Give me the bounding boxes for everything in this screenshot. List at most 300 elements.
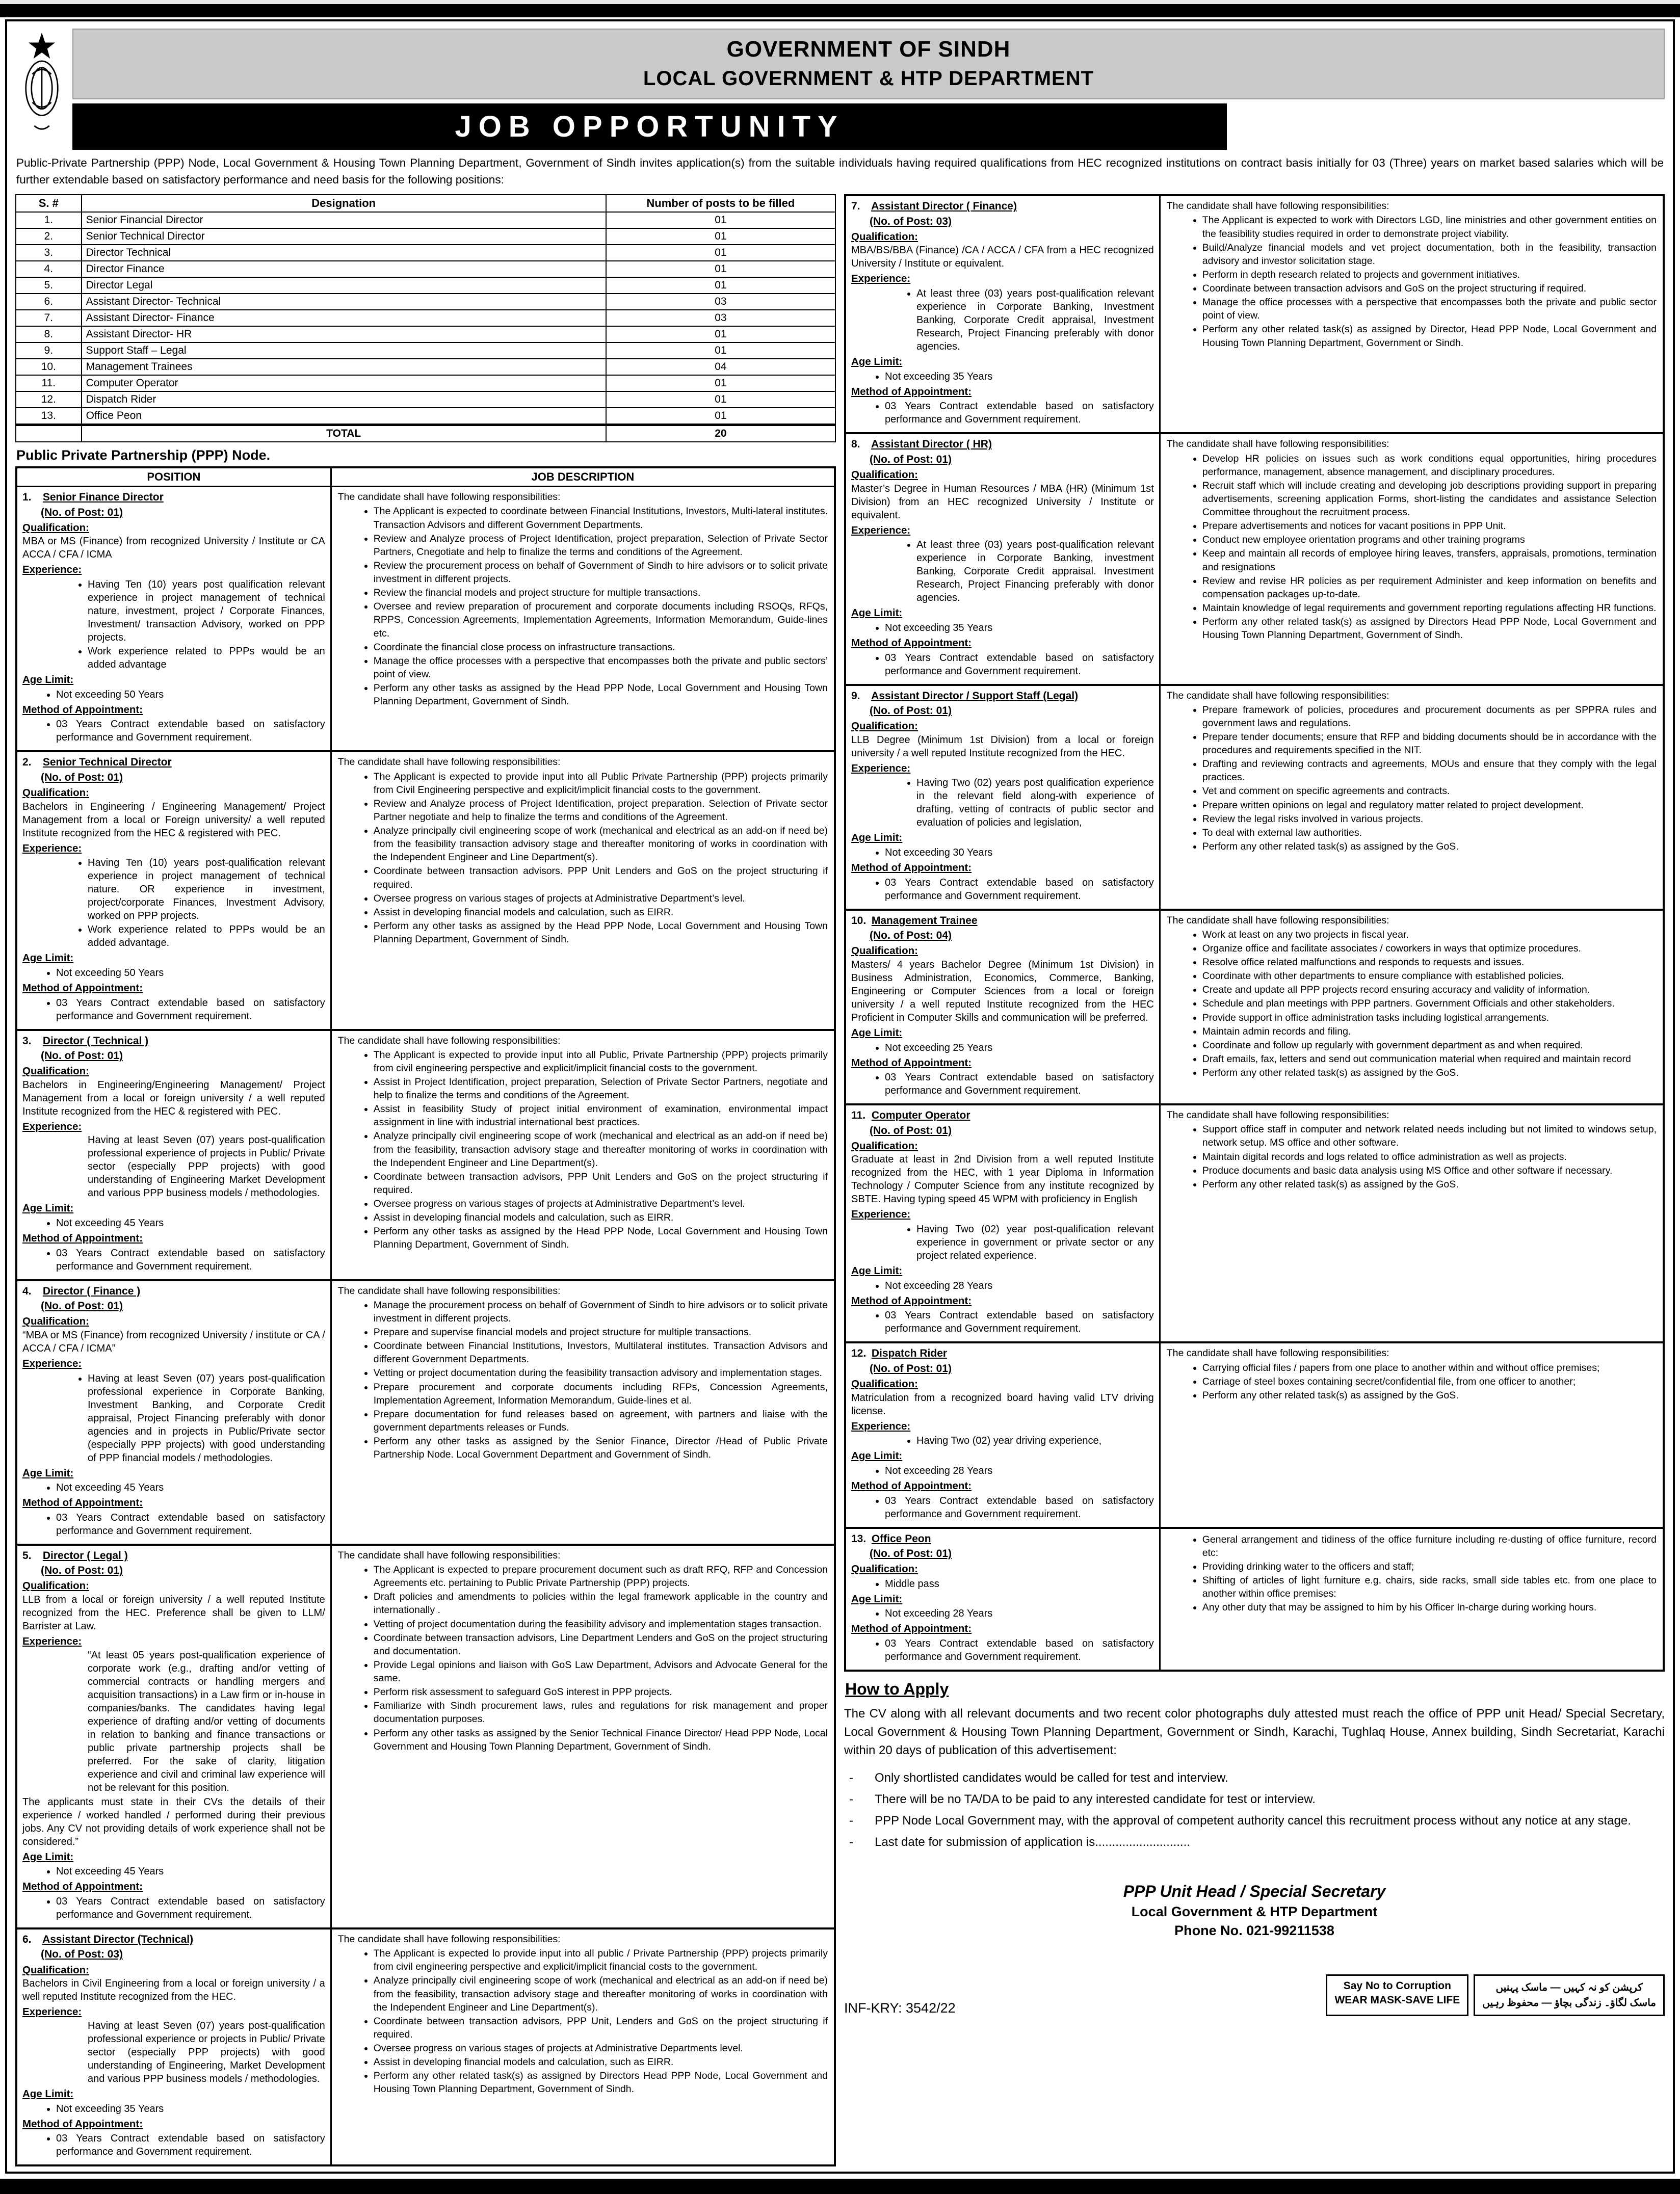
age-limit-heading: Age Limit: (851, 356, 903, 368)
duties-list-item: • Schedule and plan meetings with PPP partners. Government Officials and other stakeholders. (1202, 997, 1657, 1010)
duties-list-item: • Coordinate the financial close process on infrastructure transactions. (374, 641, 828, 654)
qualification-heading: Qualification: (22, 787, 89, 799)
duties-list-item: • Perform in depth research related to projects and government initiatives. (1202, 268, 1657, 281)
qualification-text: Master’s Degree in Human Resources / MBA (HR) (Minimum 1st Division) from an HEC recognized University / Institute or equivalent. (851, 483, 1154, 521)
duties-list-item: • Perform any other related task(s) as assigned by the GoS. (1202, 1066, 1657, 1079)
duties-list-item: • Prepare advertisements and notices for vacant positions in PPP Unit. (1202, 519, 1657, 533)
jd-cell (332, 752, 834, 1028)
experience-heading: Experience: (22, 564, 82, 576)
summary-designation: Director Technical (82, 245, 606, 261)
position-posts: (No. of Post: 01) (41, 1300, 123, 1312)
position-posts: (No. of Post: 01) (870, 1362, 952, 1374)
experience-text: Having at least Seven (07) years post-qualification professional experience or projects in Public/ Private sector (especially PPP projects) with good understanding of Engineering, Market Development and various PPP business models / methodologies. (88, 2020, 325, 2084)
summary-posts: 01 (606, 245, 835, 261)
duties-list-item: • Perform any other related task(s) as assigned by the GoS. (1202, 840, 1657, 853)
experience-list (22, 578, 325, 671)
jd-intro: The candidate shall have following responsibilities: (337, 1035, 561, 1046)
qualification-heading: Qualification: (851, 945, 918, 957)
method-heading: Method of Appointment: (851, 862, 972, 874)
how-to-apply-point: - Only shortlisted candidates would be called for test and interview. (875, 1769, 1665, 1787)
summary-posts: 01 (606, 277, 835, 294)
how-to-apply-point: - PPP Node Local Government may, with the approval of competent authority cancel this recruitment process without any notice at any stage. (875, 1812, 1665, 1830)
method-list (851, 651, 1154, 678)
how-to-apply-point: - Last date for submission of application is............................ (875, 1833, 1665, 1852)
duties-list-item: • Maintain digital records and logs related to office administration as well as projects. (1202, 1150, 1657, 1164)
method-list (851, 1637, 1154, 1663)
duties-list (1167, 452, 1657, 642)
duties-list-item: • Prepare documentation for fund releases based on agreement, with partners and liaise with the government departments releases or Funds. (374, 1408, 828, 1434)
position-row (846, 1341, 1663, 1526)
method-list-item: • 03 Years Contract extendable based on satisfactory performance and Government requirement. (56, 2132, 325, 2158)
summary-posts: 01 (606, 261, 835, 277)
duties-list-item: • Assist in developing financial models and calculation, such as EIRR. (374, 1211, 828, 1224)
age-limit-list-item: • Not exceeding 25 Years (885, 1041, 1154, 1054)
method-heading: Method of Appointment: (851, 385, 972, 398)
jd-cell (1161, 1529, 1663, 1670)
summary-row (16, 261, 835, 277)
position-posts: (No. of Post: 01) (870, 453, 952, 465)
duties-list-item: • Prepare procurement and corporate documents including RFPs, Concession Agreements, Implementation Agreement, Information Memorandum, Guide-lines et al. (374, 1381, 828, 1407)
duties-list-item: • Perform risk assessment to safeguard GoS interest in PPP projects. (374, 1685, 828, 1699)
position-title-text: Assistant Director / Support Staff (Legal) (871, 690, 1079, 702)
experience-list (851, 1223, 1154, 1262)
jd-cell (1161, 196, 1663, 432)
duties-list (338, 505, 828, 708)
jd-intro: The candidate shall have following responsibilities: (337, 491, 561, 503)
content-columns (15, 194, 1665, 2166)
position-posts: (No. of Post: 03) (870, 215, 952, 227)
summary-sno: 7. (16, 310, 82, 326)
position-row (17, 1544, 834, 1927)
qualification-text: MBA or MS (Finance) from recognized University / Institute or CA ACCA / CFA / ICMA (22, 536, 325, 561)
section-title: Public Private Partnership (PPP) Node. (16, 447, 271, 463)
duties-list-item: • Review the legal risks involved in various projects. (1202, 812, 1657, 826)
summary-row (16, 294, 835, 310)
duties-list-item: • Assist in feasibility Study of project initial environment of examination, environmental impact assignment in line with industrial international best practices. (374, 1102, 828, 1129)
summary-row (16, 310, 835, 326)
qualification-list (851, 1577, 1154, 1591)
duties-list-item: • Perform any other tasks as assigned by the Senior Finance, Director /Head of Public Private Partnership Node. Local Government Department and Government of Sindh. (374, 1435, 828, 1461)
position-cell (846, 686, 1161, 909)
duties-list-item: • Resolve office related malfunctions and responds to requests and issues. (1202, 956, 1657, 969)
duties-list-item: • Vetting of project documentation during the feasibility advisory and implementation stages transaction. (374, 1618, 828, 1631)
duties-list (1167, 1123, 1657, 1191)
position-row (846, 196, 1663, 432)
qualification-text: Bachelors in Engineering/Engineering Management/ Project Management from a local or foreign university / a well reputed Institute recognized from the HEC & registered with PEC. (22, 1079, 325, 1117)
position-number: 6. (22, 1934, 32, 1946)
summary-sno: 2. (16, 228, 82, 245)
position-title (22, 1034, 325, 1048)
duties-list-item: • The Applicant is expected to prepare procurement document such as draft RFQ, RFP and Concession Agreements etc. pertaining to Public Private Partnership (PPP) projects. (374, 1563, 828, 1590)
duties-list-item: • Prepare tender documents; ensure that RFP and bidding documents should be in accordance with the procedures and requirements specified in the NIT. (1202, 730, 1657, 757)
summary-sno: 13. (16, 408, 82, 425)
method-heading: Method of Appointment: (851, 1294, 972, 1307)
jd-cell (332, 1929, 834, 2164)
signature-phone: Phone No. 021-99211538 (1174, 1923, 1334, 1939)
duties-list-item: • Review the financial models and project structure for multiple transactions. (374, 586, 828, 599)
summary-designation: Assistant Director- HR (82, 326, 606, 342)
dept-title: LOCAL GOVERNMENT & HTP DEPARTMENT (643, 67, 1094, 90)
jd-intro: The candidate shall have following responsibilities: (1166, 1347, 1389, 1359)
duties-list-item: • Coordinate and follow up regularly with government department as and when required. (1202, 1039, 1657, 1052)
summary-sno: 6. (16, 294, 82, 310)
position-title (22, 755, 325, 769)
duties-list-item: • Coordinate between transaction advisors. PPP Unit Lenders and GoS on the project structuring if required. (374, 864, 828, 891)
duties-list-item: • To deal with external law authorities. (1202, 826, 1657, 839)
age-limit-list-item: • Not exceeding 35 Years (885, 370, 1154, 383)
summary-header-designation: Designation (82, 195, 606, 212)
urdu-slogan-line1: کرپشن کو نہ کہیں — ماسک پہنیں (1495, 1982, 1643, 1994)
duties-list-item: • Prepare framework of policies, procedures and procurement documents as per SPPRA rules and government laws and regulations. (1202, 703, 1657, 730)
qualification-text: “MBA or MS (Finance) from recognized University / institute or CA / ACCA / CFA / ICMA” (22, 1329, 325, 1354)
age-limit-list-item: • Not exceeding 50 Years (56, 966, 325, 980)
position-cell (846, 911, 1161, 1104)
duties-list-item: • The Applicant is expected to work with Directors LGD, line ministries and other government entities on the feasibility studies required in order to demonstrate project viability. (1202, 214, 1657, 240)
method-list (22, 2132, 325, 2158)
qualification-heading: Qualification: (851, 720, 918, 732)
summary-row (16, 408, 835, 425)
summary-posts: 01 (606, 391, 835, 408)
summary-row (16, 277, 835, 294)
position-cell (846, 196, 1161, 432)
duties-list-item: • Coordinate with other departments to ensure compliance with established policies. (1202, 969, 1657, 983)
qualification-text: Matriculation from a recognized board having valid LTV driving license. (851, 1392, 1154, 1417)
position-title (851, 1532, 1154, 1546)
say-no-to-corruption-text: Say No to Corruption (1343, 1980, 1451, 1992)
duties-list-item: • Develop HR policies on issues such as work conditions equal opportunities, hiring procedures performance, management, absence management, and disciplinary procedures. (1202, 452, 1657, 479)
qualification-heading: Qualification: (851, 469, 918, 481)
qualification-text: LLB Degree (Minimum 1st Division) from a local or foreign university / a well reputed Institute recognized from the HEC. (851, 734, 1154, 759)
position-posts: (No. of Post: 01) (41, 1049, 123, 1062)
experience-list-item: • At least three (03) years post-qualification relevant experience in Corporate Banking, investment Banking, Corporate Credit appraisal. Investment Research, Project Financing preferably with donor agencies. (916, 538, 1154, 604)
duties-list-item: • Create and update all PPP projects record ensuring accuracy and validity of information. (1202, 983, 1657, 996)
method-list-item: • 03 Years Contract extendable based on satisfactory performance and Government requirement. (885, 1494, 1154, 1521)
duties-list-item: • Vetting or project documentation during the feasibility transaction advisory and implementation stages. (374, 1366, 828, 1380)
age-limit-heading: Age Limit: (22, 1202, 74, 1214)
duties-list-item: • Review and Analyze process of Project Identification, project preparation. Selection of Private sector Partner negotiate and help to finalize the terms and conditions of the Agreement. (374, 797, 828, 824)
position-title (22, 490, 325, 504)
header-grey-box (72, 29, 1665, 99)
age-limit-heading: Age Limit: (22, 674, 74, 686)
duties-list (338, 1048, 828, 1252)
method-list-item: • 03 Years Contract extendable based on satisfactory performance and Government requirement. (885, 1071, 1154, 1097)
total-value: 20 (606, 425, 835, 442)
summary-row (16, 228, 835, 245)
position-posts: (No. of Post: 04) (870, 930, 952, 942)
duties-list (1167, 214, 1657, 349)
position-title (22, 1549, 325, 1563)
position-number: 4. (22, 1285, 32, 1297)
duties-list (1167, 928, 1657, 1079)
bottom-border-bar (0, 2179, 1680, 2194)
duties-list-item: • Perform any other related task(s) as assigned by Director, Head PPP Node, Local Government and Housing Town Planning Department, Government or Sindh. (1202, 323, 1657, 349)
duties-list-item: • Keep and maintain all records of employee hiring leaves, transfers, appraisals, promotions, termination and resignations (1202, 547, 1657, 573)
summary-posts: 01 (606, 375, 835, 391)
summary-designation: Office Peon (82, 408, 606, 425)
experience-list (851, 538, 1154, 604)
age-limit-list (22, 966, 325, 980)
jd-intro: The candidate shall have following responsibilities: (1166, 438, 1389, 450)
job-opportunity-banner: JOB OPPORTUNITY (72, 103, 1227, 150)
duties-list-item: • Work at least on any two projects in fiscal year. (1202, 928, 1657, 941)
position-row (17, 1279, 834, 1544)
age-limit-heading: Age Limit: (851, 1265, 903, 1277)
summary-header-posts: Number of posts to be filled (606, 195, 835, 212)
age-limit-list (851, 846, 1154, 859)
duties-list-item: • Vet and comment on specific agreements and contracts. (1202, 784, 1657, 798)
duties-list-item: • Coordinate between transaction advisors, Line Department Lenders and GoS on the project structuring and documentation. (374, 1631, 828, 1658)
age-limit-list-item: • Not exceeding 30 Years (885, 846, 1154, 859)
jd-intro: The candidate shall have following responsibilities: (1166, 200, 1389, 212)
summary-header-sno: S. # (16, 195, 82, 212)
positions-table-right (844, 194, 1665, 1672)
experience-heading: Experience: (851, 524, 911, 536)
age-limit-list (22, 688, 325, 701)
age-limit-list (22, 2102, 325, 2116)
summary-row (16, 326, 835, 342)
summary-row (16, 342, 835, 359)
age-limit-heading: Age Limit: (22, 1467, 74, 1479)
position-row (17, 487, 834, 750)
method-list (851, 876, 1154, 903)
position-row (846, 1527, 1663, 1670)
position-posts: (No. of Post: 01) (41, 1565, 123, 1577)
summary-sno: 4. (16, 261, 82, 277)
experience-heading: Experience: (22, 1635, 82, 1648)
summary-designation: Director Legal (82, 277, 606, 294)
position-number: 11. (851, 1109, 866, 1122)
summary-sno: 12. (16, 391, 82, 408)
position-title (851, 914, 1154, 928)
experience-list (22, 1372, 325, 1465)
age-limit-list (851, 1041, 1154, 1054)
position-title-text: Assistant Director ( Finance) (871, 200, 1017, 213)
age-limit-list-item: • Not exceeding 45 Years (56, 1481, 325, 1494)
duties-list-item: • Draft emails, fax, letters and send out communication material when required and maintain record (1202, 1052, 1657, 1066)
duties-list-item: • Analyze principally civil engineering scope of work (mechanical and electrical as an add-on if need be) from the feasibility, transaction advisory stage and thereafter monitoring of works in coordination with the Independent Engineer and Line Department(s). (374, 1974, 828, 2014)
right-column (844, 194, 1665, 2016)
summary-designation: Senior Financial Director (82, 212, 606, 228)
duties-list-item: • Oversee progress on various stages of projects at Administrative Departments level. (374, 2042, 828, 2055)
signature-department: Local Government & HTP Department (1131, 1904, 1378, 1920)
age-limit-list (22, 1865, 325, 1878)
age-limit-list (851, 1464, 1154, 1477)
jd-cell (332, 487, 834, 750)
position-number: 5. (22, 1549, 32, 1562)
duties-list-item: • Analyze principally civil engineering scope of work (mechanical and electrical as an add-on if need be) from the feasibility, transaction advisory stage and thereafter monitoring of works in coordination with the Independent Engineer and Line Department(s). (374, 1129, 828, 1169)
position-posts: (No. of Post: 03) (41, 1948, 123, 1961)
qualification-list-item: • Middle pass (885, 1577, 1154, 1591)
duties-list-item: • Conduct new employee orientation programs and other training programs (1202, 533, 1657, 546)
intro-paragraph: Public-Private Partnership (PPP) Node, Local Government & Housing Town Planning Department, Government of Sindh invites application(s) from the suitable individuals having required qualifications from HEC recognized institutions on contract basis initially for 03 (Three) years on market based salaries which will be further extendable based on satisfactory performance and need basis for the following positions: (16, 156, 1664, 186)
duties-list-item: • Oversee progress on various stages of projects at Administrative Department’s level. (374, 892, 828, 905)
experience-list (22, 856, 325, 949)
method-heading: Method of Appointment: (22, 1497, 143, 1509)
jd-intro: The candidate shall have following responsibilities: (1166, 914, 1389, 926)
method-list-item: • 03 Years Contract extendable based on satisfactory performance and Government requirement. (885, 1309, 1154, 1335)
age-limit-heading: Age Limit: (22, 2087, 74, 2100)
duties-list (338, 1299, 828, 1462)
summary-designation: Computer Operator (82, 375, 606, 391)
duties-list-item: • Carriage of steel boxes containing secret/confidential file, from one officer to another; (1202, 1375, 1657, 1388)
position-posts: (No. of Post: 01) (41, 506, 123, 518)
duties-list-item: • Draft policies and amendments to policies within the legal framework applicable in the country and internationally . (374, 1590, 828, 1617)
method-list (22, 718, 325, 744)
how-to-apply-title: How to Apply (845, 1680, 949, 1699)
experience-list-item: • Work experience related to PPPs would be an added advantage (88, 645, 325, 671)
duties-list-item: • Manage the office processes with a perspective that encompasses both the private and public sectors’ point of view. (374, 654, 828, 681)
summary-designation: Support Staff – Legal (82, 342, 606, 359)
experience-list-item: • At least three (03) years post-qualification relevant experience in Corporate Banking, Investment Banking, Corporate Credit appraisal, Investment Research, Project Financing preferably with donor agencies. (916, 287, 1154, 353)
position-title (851, 1108, 1154, 1122)
method-heading: Method of Appointment: (851, 1056, 972, 1069)
duties-list-item: • Perform any other tasks as assigned by the Head PPP Node, Local Government and Housing Town Planning Department, Government of Sindh. (374, 919, 828, 946)
duties-list-item: • Perform any other related task(s) as assigned by Directors Head PPP Node, Local Government and Housing Town Planning Department, Government of Sindh. (374, 2069, 828, 2096)
position-row (17, 1029, 834, 1279)
qualification-heading: Qualification: (22, 521, 89, 534)
duties-list-item: • Support office staff in computer and network related needs including but not limited to windows setup, network setup. MS office and other software. (1202, 1123, 1657, 1149)
experience-list-item: • Work experience related to PPPs would be an added advantage. (88, 923, 325, 949)
qualification-heading: Qualification: (22, 1580, 89, 1592)
qualification-heading: Qualification: (851, 1378, 918, 1390)
position-number: 2. (22, 756, 32, 769)
experience-heading: Experience: (851, 1208, 911, 1221)
method-list-item: • 03 Years Contract extendable based on satisfactory performance and Government requirement. (56, 1895, 325, 1921)
age-limit-heading: Age Limit: (851, 1026, 903, 1039)
age-limit-heading: Age Limit: (22, 952, 74, 964)
position-cell (846, 1343, 1161, 1526)
qualification-text: LLB from a local or foreign university / a well reputed Institute recognized from the HEC. Preference shall be given to LLM/ Barrister at Law. (22, 1594, 325, 1632)
summary-row (16, 375, 835, 391)
position-title (22, 1284, 325, 1298)
experience-heading: Experience: (22, 842, 82, 854)
age-limit-list (851, 1279, 1154, 1292)
position-title-text: Assistant Director ( HR) (871, 438, 992, 451)
position-cell (846, 1105, 1161, 1341)
position-row (846, 1103, 1663, 1341)
how-to-apply-point: - There will be no TA/DA to be paid to any interested candidate for test or interview. (875, 1790, 1665, 1809)
method-heading: Method of Appointment: (22, 1232, 143, 1245)
summary-table (15, 194, 836, 442)
position-title-text: Office Peon (871, 1532, 931, 1545)
method-list-item: • 03 Years Contract extendable based on satisfactory performance and Government requirement. (56, 1511, 325, 1538)
signature-title: PPP Unit Head / Special Secretary (1123, 1882, 1386, 1901)
method-list (851, 1071, 1154, 1097)
duties-list-item: • Review the procurement process on behalf of Government of Sindh to hire advisors or to solicit private investment in different projects. (374, 559, 828, 586)
duties-list-item: • Provide Legal opinions and liaison with GoS Law Department, Advisors and Advocate General for the same. (374, 1658, 828, 1685)
total-empty-cell (16, 425, 82, 442)
summary-designation: Assistant Director- Technical (82, 294, 606, 310)
summary-sno: 8. (16, 326, 82, 342)
age-limit-list (851, 370, 1154, 383)
summary-sno: 11. (16, 375, 82, 391)
position-title (851, 437, 1154, 451)
age-limit-list (22, 1481, 325, 1494)
duties-list-item: • Perform any other tasks as assigned by the Senior Technical Finance Director/ Head PPP Node, Local Government and Housing Town Planning Department, Government of Sindh. (374, 1727, 828, 1753)
top-border-bar (0, 4, 1680, 17)
method-heading: Method of Appointment: (22, 1881, 143, 1893)
age-limit-list-item: • Not exceeding 45 Years (56, 1865, 325, 1878)
jd-cell (1161, 911, 1663, 1104)
experience-list-item: • Having Two (02) year driving experience, (916, 1434, 1154, 1447)
duties-list-item: • Recruit staff which will include creating and developing job descriptions providing support in preparing advertisements, screening application Forms, short-listing the candidates and assistance Selection Committee throughout the recruitment process. (1202, 479, 1657, 519)
positions-table-header (17, 468, 834, 487)
jd-cell (332, 1546, 834, 1927)
qualification-heading: Qualification: (22, 1315, 89, 1328)
summary-posts: 01 (606, 342, 835, 359)
duties-list-item: • Review and Analyze process of Project Identification, project preparation, Selection of Private Sector Partners, Cnegotiate and help to finalize the terms and conditions of the Agreement. (374, 532, 828, 559)
duties-list-item: • Assist in developing financial models and calculation, such as EIRR. (374, 906, 828, 919)
age-limit-heading: Age Limit: (851, 1450, 903, 1462)
header (15, 29, 1665, 150)
age-limit-list-item: • Not exceeding 45 Years (56, 1217, 325, 1230)
duties-list-item: • Perform any other tasks as assigned by the Head PPP Node, Local Government and Housing Town Planning Department, Government of Sindh. (374, 1225, 828, 1251)
experience-list-item: • Having Two (02) year post-qualification relevant experience in government or private sector or any project related experience. (916, 1223, 1154, 1262)
summary-row (16, 391, 835, 408)
duties-list-item: • Perform any other tasks as assigned by the Head PPP Node, Local Government and Housing Town Planning Department, Government of Sindh. (374, 681, 828, 708)
summary-posts: 01 (606, 408, 835, 425)
summary-designation: Senior Technical Director (82, 228, 606, 245)
duties-list-item: • Oversee progress on various stages of projects at Administrative Department’s level. (374, 1197, 828, 1210)
age-limit-list-item: • Not exceeding 28 Years (885, 1464, 1154, 1477)
left-column (15, 194, 836, 2166)
job-advertisement-page (0, 4, 1680, 2194)
experience-list-item: • Having Ten (10) years post-qualification relevant experience in project management of technical nature. OR experience in investment, project/corporate Finances, Investment Advisory, worked on PPP projects. (88, 856, 325, 922)
jd-intro: The candidate shall have following responsibilities: (337, 1549, 561, 1561)
method-list (851, 1309, 1154, 1335)
summary-designation: Assistant Director- Finance (82, 310, 606, 326)
position-title-text: Senior Finance Director (42, 491, 164, 504)
method-list-item: • 03 Years Contract extendable based on satisfactory performance and Government requirement. (885, 1637, 1154, 1663)
position-number: 13. (851, 1532, 867, 1545)
position-posts: (No. of Post: 01) (870, 704, 952, 717)
duties-list-item: • Coordinate between transaction advisors, PPP Unit Lenders and GoS on the project structuring if required. (374, 1170, 828, 1197)
experience-note: The applicants must state in their CVs the details of their experience / worked handled / performed during their previous jobs. Any CV not providing details of work experience shall not be considered.” (22, 1796, 325, 1847)
qualification-text: MBA/BS/BBA (Finance) /CA / ACCA / CFA from a HEC recognized University / Institute or equivalent. (851, 245, 1154, 270)
method-heading: Method of Appointment: (22, 2118, 143, 2130)
position-number: 8. (851, 438, 860, 451)
footer-row (844, 1974, 1665, 2016)
summary-posts: 04 (606, 359, 835, 375)
experience-text: “At least 05 years post-qualification experience of corporate work (e.g., drafting and/or vetting of commercial contracts or handling mergers and acquisition transactions) in a Law firm or in-house in companies/banks. The candidates having legal experience of drafting and/or vetting of documents in relation to banking and finance transactions or public private partnership projects shall be preferred. For the sake of clarity, litigation experience and civil and criminal law experience will not be relevant for this position. (88, 1649, 325, 1793)
jd-intro: The candidate shall have following responsibilities: (337, 756, 561, 768)
experience-list (851, 287, 1154, 353)
method-list-item: • 03 Years Contract extendable based on satisfactory performance and Government requirement. (885, 400, 1154, 426)
summary-posts: 01 (606, 228, 835, 245)
duties-list-item: • Shifting of articles of light furniture e.g. chairs, side racks, small side tables etc. from one place to another within office premises: (1202, 1574, 1657, 1600)
age-limit-list-item: • Not exceeding 28 Years (885, 1607, 1154, 1620)
duties-list-item: • General arrangement and tidiness of the office furniture including re-dusting of office furniture, record etc: (1202, 1533, 1657, 1559)
summary-sno: 5. (16, 277, 82, 294)
qualification-text: Masters/ 4 years Bachelor Degree (Minimum 1st Division) in Business Administration, Economics, Commerce, Banking, Engineering or Computer Sciences from a local or foreign university / a well reputed Institute recognized from the HEC Proficient in Computer Skills and communication will be preferred. (851, 959, 1154, 1023)
summary-posts: 03 (606, 294, 835, 310)
position-row (17, 1927, 834, 2164)
position-title-text: Computer Operator (871, 1109, 970, 1122)
duties-list-item: • The Applicant is expected lo provide input into all public / Private Partnership (PPP) projects primarily from civil engineering perspective and explicit/implicit financial costs to the government. (374, 1947, 828, 1973)
duties-list-item: • Prepare and supervise financial models and project structure for multiple transactions. (374, 1326, 828, 1339)
position-title-text: Management Trainee (871, 914, 978, 927)
positions-table-left (15, 466, 836, 2166)
jd-col-header: JOB DESCRIPTION (531, 470, 635, 484)
method-heading: Method of Appointment: (22, 982, 143, 994)
experience-heading: Experience: (22, 2006, 82, 2018)
duties-list-item: • Assist in Project Identification, project preparation, Selection of Private Sector Partners, negotiate and help to finalize the terms and conditions of the Agreement. (374, 1075, 828, 1102)
position-title-text: Dispatch Rider (871, 1347, 948, 1360)
method-list (22, 996, 325, 1023)
age-limit-list-item: • Not exceeding 50 Years (56, 688, 325, 701)
summary-designation: Dispatch Rider (82, 391, 606, 408)
summary-designation: Director Finance (82, 261, 606, 277)
